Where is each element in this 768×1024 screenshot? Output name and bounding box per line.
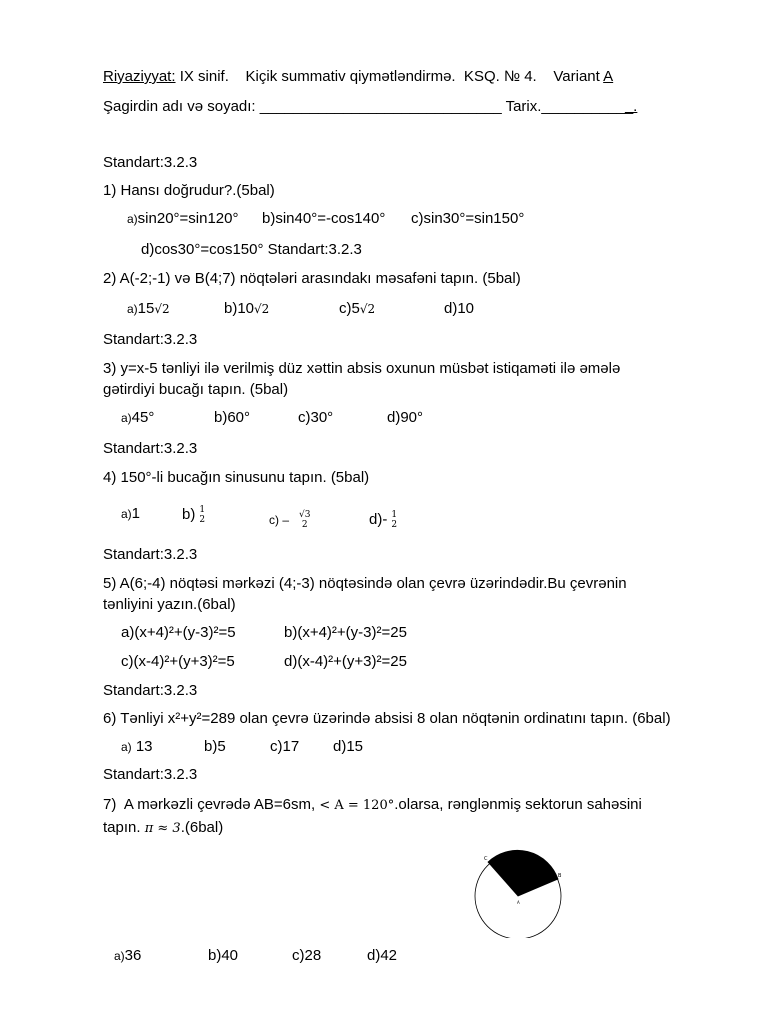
q3-option-d: d)90° (387, 409, 424, 426)
q1-option-c: c)sin30°=sin150° (411, 210, 525, 227)
q6-option-d: d)15 (333, 738, 364, 755)
q1-option-a: a)sin20°=sin120° (127, 210, 239, 227)
question-7-text-1: 7) A mərkəzli çevrədə AB=6sm, < A = 120°.olarsa, rənglənmiş sektorun sahəsini (103, 796, 642, 813)
question-3-text-2: gətirdiyi bucağı tapın. (5bal) (103, 381, 289, 398)
q2-option-c: c)5√2 (339, 300, 376, 317)
q5-option-d: d)(x-4)²+(y+3)²=25 (284, 653, 407, 670)
question-7-text-2: tapın. π ≈ 3.(6bal) (103, 819, 224, 836)
q2-option-b: b)10√2 (224, 300, 270, 317)
standard-label-1: Standart:3.2.3 (103, 154, 198, 171)
question-6-text: 6) Tənliyi x²+y²=289 olan çevrə üzərində absisi 8 olan nöqtənin ordinatını tapın. (6bal) (103, 710, 671, 727)
point-b-label: B (558, 873, 562, 879)
question-2-text: 2) A(-2;-1) və B(4;7) nöqtələri arasındakı məsafəni tapın. (5bal) (103, 270, 521, 287)
q6-option-a: a) 13 (121, 738, 153, 755)
q3-option-b: b)60° (214, 409, 251, 426)
question-5-text-2: tənliyini yazın.(6bal) (103, 596, 236, 613)
question-1-text: 1) Hansı doğrudur?.(5bal) (103, 182, 275, 199)
q6-option-c: c)17 (270, 738, 300, 755)
q2-option-d: d)10 (444, 300, 475, 317)
q1-option-d: d)cos30°=cos150° Standart:3.2.3 (141, 241, 362, 258)
q7-option-b: b)40 (208, 947, 239, 964)
point-c-label: C (484, 856, 488, 862)
question-5-text-1: 5) A(6;-4) nöqtəsi mərkəzi (4;-3) nöqtəsində olan çevrə üzərindədir.Bu çevrənin (103, 575, 627, 592)
sqrt-symbol: √2 (359, 302, 376, 316)
q3-option-a: a)45° (121, 409, 155, 426)
q6-option-b: b)5 (204, 738, 226, 755)
q7-option-a: a)36 (114, 947, 142, 964)
standard-label-5: Standart:3.2.3 (103, 682, 198, 699)
sqrt-symbol: √2 (254, 302, 270, 316)
trailing-standard-label: Standart:3.2.3 (263, 241, 362, 258)
q4-option-a: a)1 (121, 505, 141, 522)
header-line (103, 68, 613, 86)
q5-option-b: b)(x+4)²+(y-3)²=25 (284, 624, 407, 641)
student-name-line (103, 98, 637, 116)
name-date-end: _. (624, 98, 638, 115)
question-3-text-1: 3) y=x-5 tənliyi ilə verilmiş düz xəttin absis oxunun müsbət istiqaməti ilə əmələ (103, 360, 621, 377)
shaded-sector (488, 850, 558, 896)
variant-letter: A (603, 68, 614, 85)
q7-option-d: d)42 (367, 947, 398, 964)
fraction: √3 2 (299, 510, 311, 530)
point-a-label: A (517, 900, 520, 905)
q4-option-d: d)- 1 2 (369, 510, 398, 530)
q2-option-a: a)15√2 (127, 300, 170, 317)
fraction: 1 2 (199, 505, 206, 525)
standard-label-2: Standart:3.2.3 (103, 331, 198, 348)
fraction: 1 2 (391, 510, 398, 530)
q1-option-b: b)sin40°=-cos140° (262, 210, 386, 227)
q5-option-c: c)(x-4)²+(y+3)²=5 (121, 653, 235, 670)
angle-expression: < A = 120° (319, 798, 395, 813)
name-date-text: Şagirdin adı və soyadı: _____________________________ Tarix.__________ (103, 98, 625, 115)
sqrt-symbol: √2 (154, 302, 170, 316)
header-info: IX sinif. Kiçik summativ qiymətləndirmə. KSQ. № 4. Variant (175, 68, 604, 85)
standard-label-3: Standart:3.2.3 (103, 440, 198, 457)
q4-option-c: c) – √3 2 (269, 510, 311, 530)
sector-figure (470, 848, 570, 938)
standard-label-6: Standart:3.2.3 (103, 766, 198, 783)
question-4-text: 4) 150°-li bucağın sinusunu tapın. (5bal) (103, 469, 370, 486)
q5-option-a: a)(x+4)²+(y-3)²=5 (121, 624, 236, 641)
subject-label: Riyaziyyat: (103, 68, 176, 85)
pi-approximation: π ≈ 3 (144, 821, 181, 836)
q4-option-b: b) 1 2 (182, 505, 206, 525)
q7-option-c: c)28 (292, 947, 322, 964)
q3-option-c: c)30° (298, 409, 334, 426)
standard-label-4: Standart:3.2.3 (103, 546, 198, 563)
